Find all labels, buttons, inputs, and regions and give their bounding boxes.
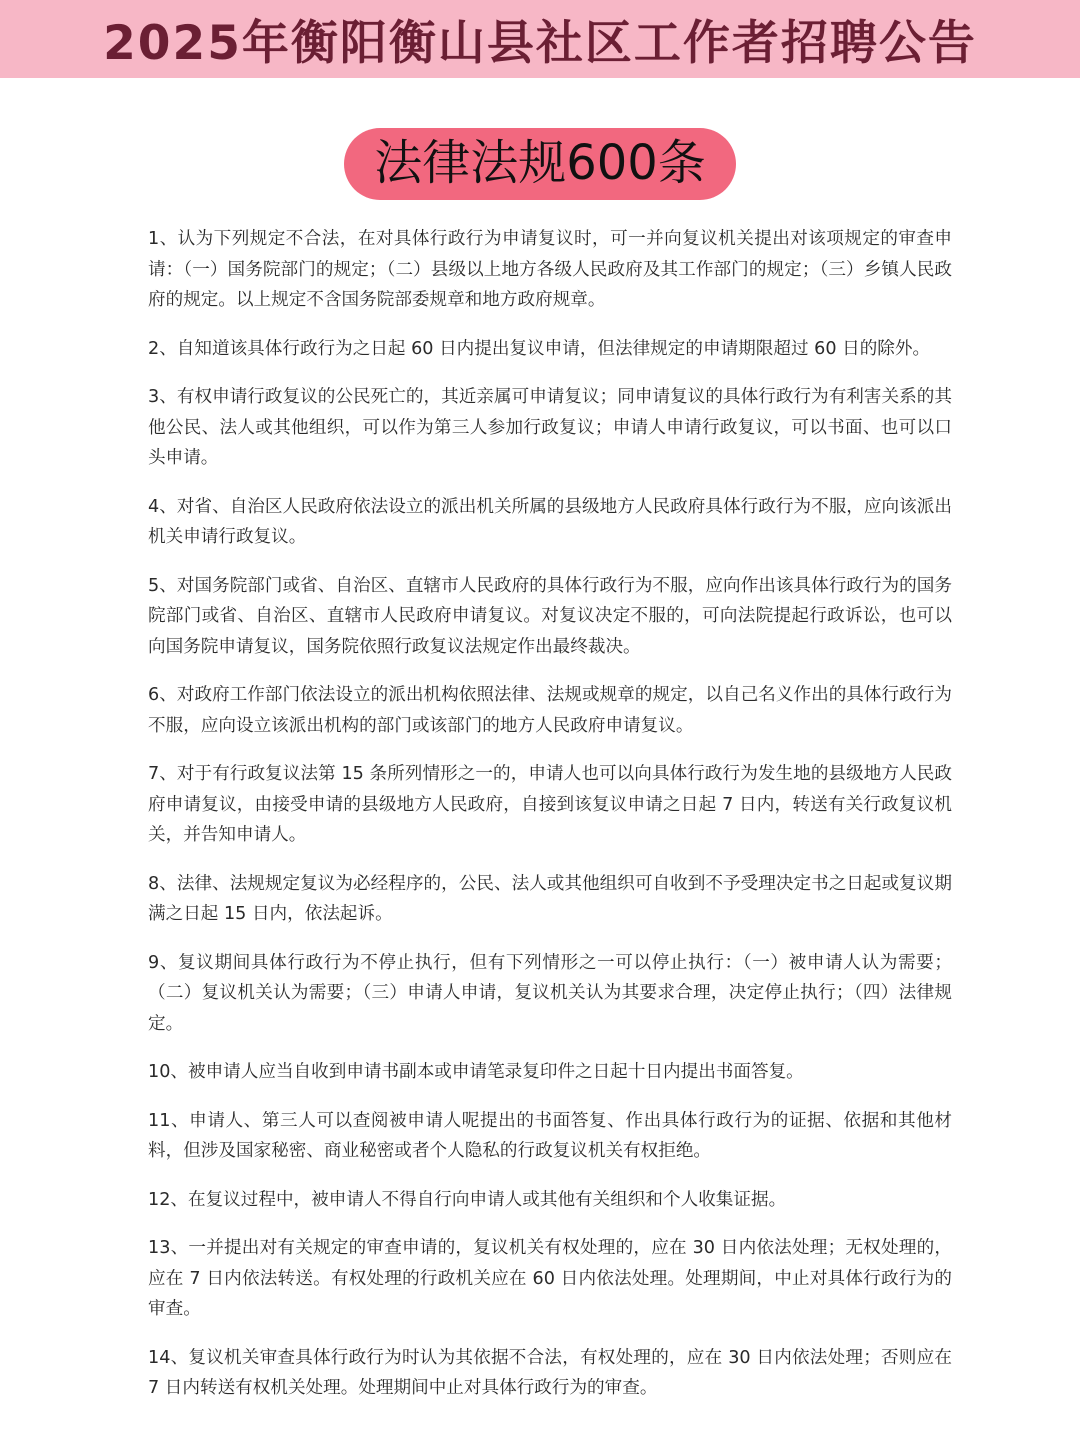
article-13: 13、一并提出对有关规定的审查申请的，复议机关有权处理的，应在 30 日内依法处理；无权处理的，应在 7 日内依法转送。有权处理的行政机关应在 60 日内依法处理。处理期间，中止对具体行政行为的审查。 bbox=[148, 1238, 952, 1319]
article-12: 12、在复议过程中，被申请人不得自行向申请人或其他有关组织和个人收集证据。 bbox=[148, 1189, 787, 1210]
subtitle-pill bbox=[344, 128, 736, 200]
article-14: 14、复议机关审查具体行政行为时认为其依据不合法，有权处理的，应在 30 日内依法处理；否则应在 7 日内转送有权机关处理。处理期间中止对具体行政行为的审查。 bbox=[148, 1347, 952, 1398]
article-9: 9、复议期间具体行政行为不停止执行，但有下列情形之一可以停止执行：（一）被申请人认为需要；（二）复议机关认为需要；（三）申请人申请，复议机关认为其要求合理，决定停止执行；（四）法律规定。 bbox=[148, 952, 952, 1034]
article-list bbox=[148, 224, 952, 1422]
header-banner bbox=[0, 0, 1080, 78]
article-5: 5、对国务院部门或省、自治区、直辖市人民政府的具体行政行为不服，应向作出该具体行政行为的国务院部门或省、自治区、直辖市人民政府申请复议。对复议决定不服的，可向法院提起行政诉讼，也可以向国务院申请复议，国务院依照行政复议法规定作出最终裁决。 bbox=[148, 575, 952, 657]
article-6: 6、对政府工作部门依法设立的派出机构依照法律、法规或规章的规定，以自己名义作出的具体行政行为不服，应向设立该派出机构的部门或该部门的地方人民政府申请复议。 bbox=[148, 685, 952, 736]
article-2: 2、自知道该具体行政行为之日起 60 日内提出复议申请，但法律规定的申请期限超过 60 日的除外。 bbox=[148, 338, 931, 359]
article-1: 1、认为下列规定不合法，在对具体行政行为申请复议时，可一并向复议机关提出对该项规定的审查申请：（一）国务院部门的规定；（二）县级以上地方各级人民政府及其工作部门的规定；（三）乡镇人民政府的规定。以上规定不含国务院部委规章和地方政府规章。 bbox=[148, 229, 952, 310]
article-10: 10、被申请人应当自收到申请书副本或申请笔录复印件之日起十日内提出书面答复。 bbox=[148, 1062, 804, 1082]
article-11: 11、申请人、第三人可以查阅被申请人呢提出的书面答复、作出具体行政行为的证据、依据和其他材料，但涉及国家秘密、商业秘密或者个人隐私的行政复议机关有权拒绝。 bbox=[148, 1110, 952, 1161]
subtitle-wrap bbox=[0, 128, 1080, 200]
subtitle: 法律法规600条 bbox=[374, 135, 706, 191]
article-3: 3、有权申请行政复议的公民死亡的，其近亲属可申请复议；同申请复议的具体行政行为有利害关系的其他公民、法人或其他组织，可以作为第三人参加行政复议；申请人申请行政复议，可以书面、也可以口头申请。 bbox=[148, 387, 952, 468]
page-title: 2025年衡阳衡山县社区工作者招聘公告 bbox=[103, 15, 977, 71]
article-8: 8、法律、法规规定复议为必经程序的，公民、法人或其他组织可自收到不予受理决定书之日起或复议期满之日起 15 日内，依法起诉。 bbox=[148, 873, 952, 924]
article-7: 7、对于有行政复议法第 15 条所列情形之一的，申请人也可以向具体行政行为发生地的县级地方人民政府申请复议，由接受申请的县级地方人民政府，自接到该复议申请之日起 7 日内，转送有关行政复议机关，并告知申请人。 bbox=[148, 764, 952, 845]
article-4: 4、对省、自治区人民政府依法设立的派出机关所属的县级地方人民政府具体行政行为不服，应向该派出机关申请行政复议。 bbox=[148, 496, 952, 547]
